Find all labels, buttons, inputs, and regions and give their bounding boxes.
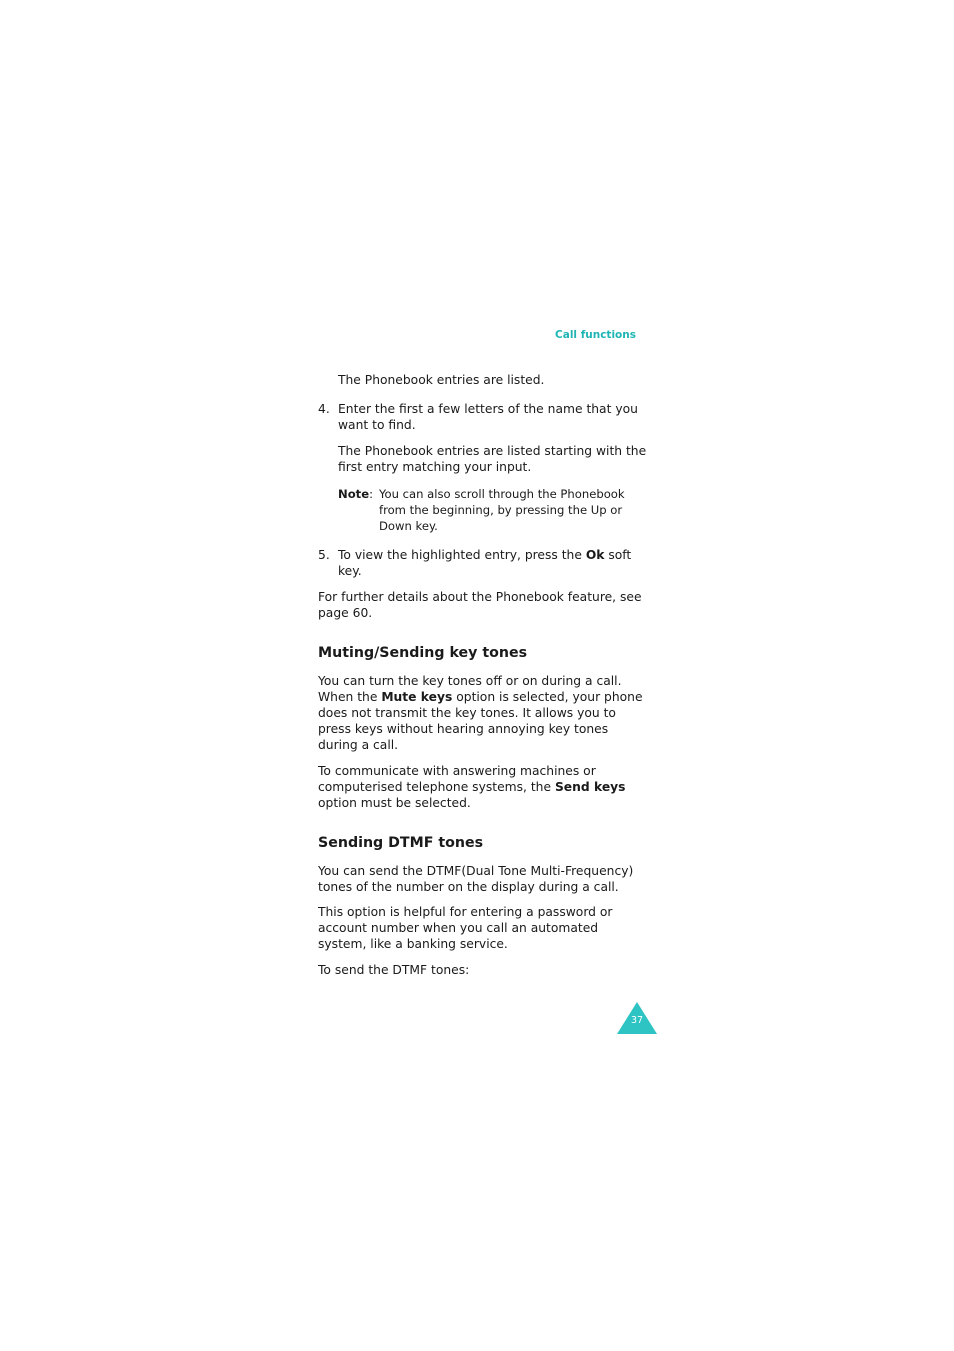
note bbox=[338, 486, 648, 534]
note-text: You can also scroll through the Phonebook from the beginning, by pressing the Up or Down key. bbox=[379, 487, 625, 533]
note-label: Note: bbox=[338, 487, 373, 501]
key-name: Send keys bbox=[554, 780, 626, 794]
section-heading-dtmf: Sending DTMF tones bbox=[318, 835, 484, 851]
step-4 bbox=[318, 401, 648, 433]
page-number: 37 bbox=[630, 1015, 644, 1026]
step-text: Enter the first a few letters of the name that you want to find. bbox=[338, 402, 638, 432]
intro-text: The Phonebook entries are listed. bbox=[338, 373, 545, 387]
page-content bbox=[318, 372, 648, 978]
step-5 bbox=[318, 547, 648, 579]
muting-paragraph-2: To communicate with answering machines or computerised telephone systems, the Send keys option must be selected. bbox=[318, 764, 626, 810]
dtmf-paragraph-3: To send the DTMF tones: bbox=[318, 963, 470, 977]
key-name: Mute keys bbox=[381, 690, 453, 704]
step-4-result: The Phonebook entries are listed starting with the first entry matching your input. bbox=[338, 444, 647, 474]
dtmf-paragraph-2: This option is helpful for entering a password or account number when you call an automated system, like a banking service. bbox=[318, 905, 613, 951]
key-name: Ok bbox=[585, 548, 605, 562]
further-details: For further details about the Phonebook feature, see page 60. bbox=[318, 590, 642, 620]
muting-paragraph-1: You can turn the key tones off or on during a call. When the Mute keys option is selected, your phone does not transmit the key tones. It allows you to press keys without hearing annoying key tones during a call. bbox=[318, 674, 643, 752]
section-header: Call functions bbox=[555, 329, 636, 341]
step-number: 5. bbox=[318, 548, 330, 562]
step-text: To view the highlighted entry, press the Ok soft key. bbox=[338, 548, 632, 578]
step-number: 4. bbox=[318, 402, 330, 416]
section-heading-muting: Muting/Sending key tones bbox=[318, 645, 528, 661]
dtmf-paragraph-1: You can send the DTMF(Dual Tone Multi-Frequency) tones of the number on the display during a call. bbox=[318, 864, 634, 894]
page-number-badge bbox=[617, 1002, 657, 1034]
